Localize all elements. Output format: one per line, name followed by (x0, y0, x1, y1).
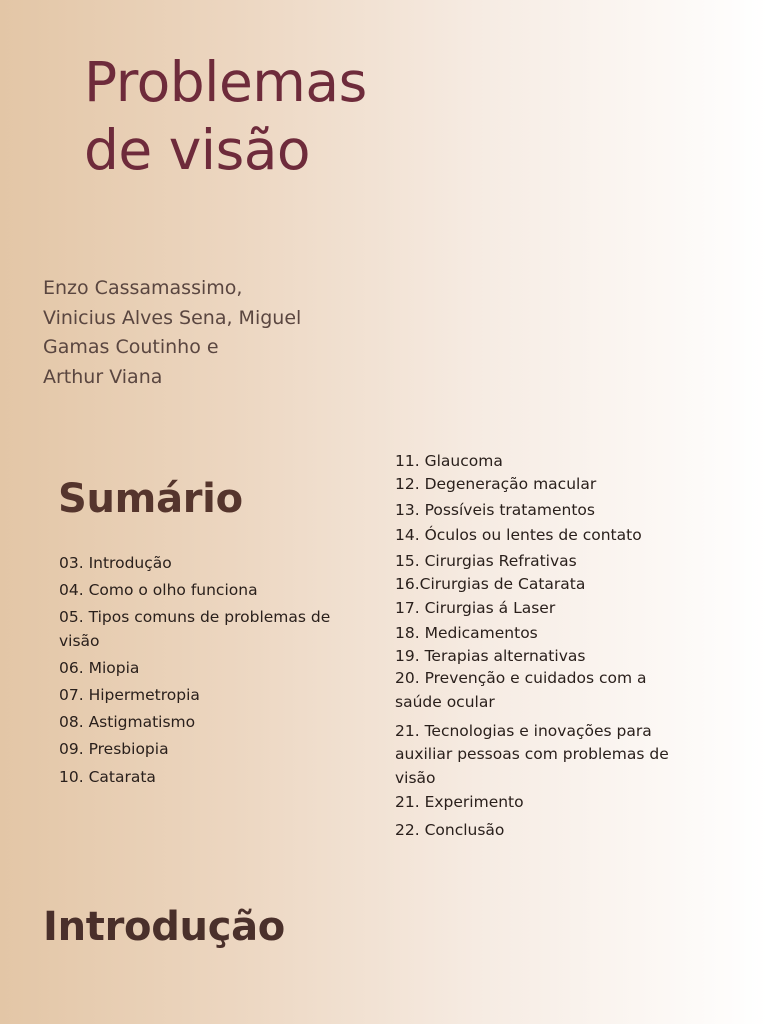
summary-item: 21. Tecnologias e inovações para (395, 722, 652, 740)
summary-item: 11. Glaucoma (395, 452, 503, 470)
document-title (84, 48, 367, 184)
summary-item: 17. Cirurgias á Laser (395, 599, 556, 617)
author-line: Enzo Cassamassimo, (43, 277, 243, 299)
summary-item: 15. Cirurgias Refrativas (395, 552, 577, 570)
summary-item: 22. Conclusão (395, 821, 505, 839)
summary-item: auxiliar pessoas com problemas de (395, 745, 669, 763)
summary-item: 04. Como o olho funciona (59, 581, 258, 599)
summary-item: 09. Presbiopia (59, 740, 169, 758)
summary-item: 06. Miopia (59, 659, 140, 677)
authors (43, 274, 301, 392)
summary-item: 12. Degeneração macular (395, 475, 597, 493)
summary-item: 13. Possíveis tratamentos (395, 501, 595, 519)
summary-item: 21. Experimento (395, 793, 524, 811)
summary-item: 16.Cirurgias de Catarata (395, 575, 586, 593)
author-line: Vinicius Alves Sena, Miguel (43, 306, 302, 329)
summary-item: 05. Tipos comuns de problemas de (59, 608, 331, 626)
summary-item: 19. Terapias alternativas (395, 647, 586, 665)
summary-item: 08. Astigmatismo (59, 713, 196, 731)
summary-item: 10. Catarata (59, 768, 156, 786)
summary-item: visão (395, 769, 436, 787)
summary-item: 07. Hipermetropia (59, 686, 200, 704)
title-line-2: de visão (84, 118, 311, 182)
summary-item: saúde ocular (395, 693, 495, 711)
summary-heading: Sumário (58, 476, 243, 522)
summary-item: 14. Óculos ou lentes de contato (395, 526, 642, 544)
summary-item: 20. Prevenção e cuidados com a (395, 669, 647, 687)
summary-item: visão (59, 632, 100, 650)
title-line-1: Problemas (84, 50, 367, 114)
section-heading-introducao: Introdução (43, 904, 285, 950)
summary-item: 03. Introdução (59, 554, 172, 572)
author-line: Gamas Coutinho e (43, 336, 219, 358)
summary-item: 18. Medicamentos (395, 624, 538, 642)
author-line: Arthur Viana (43, 365, 163, 388)
